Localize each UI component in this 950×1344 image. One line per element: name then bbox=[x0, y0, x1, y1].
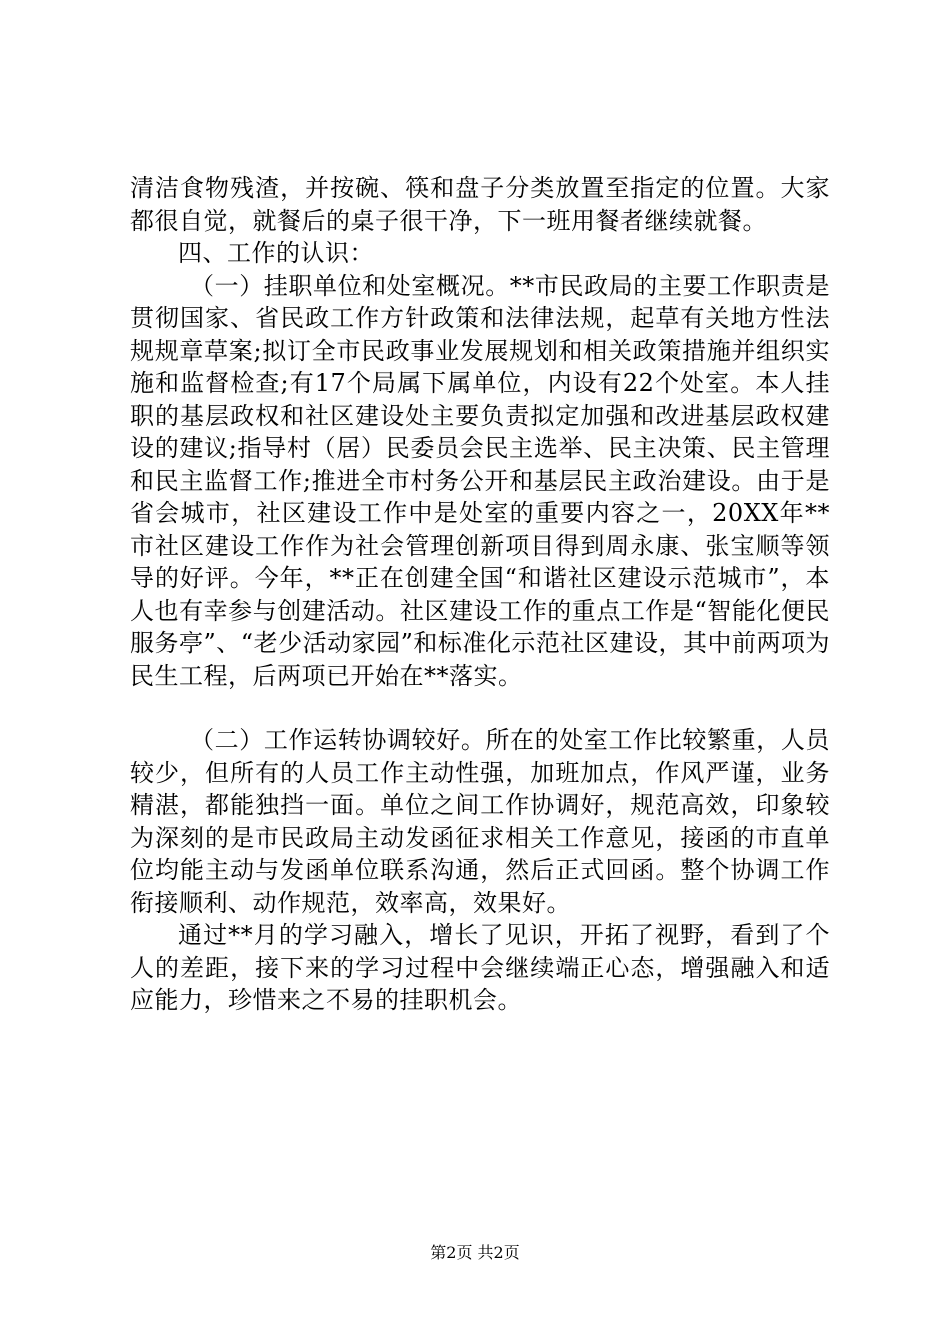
document-body bbox=[130, 172, 830, 1017]
paragraph-continuation: 清洁食物残渣，并按碗、筷和盘子分类放置至指定的位置。大家都很自觉，就餐后的桌子很干净，下一班用餐者继续就餐。 bbox=[130, 174, 830, 235]
paragraph-unit-overview: （一）挂职单位和处室概况。**市民政局的主要工作职责是贯彻国家、省民政工作方针政策和法律法规，起草有关地方性法规规章草案;拟订全市民政事业发展规划和相关政策措施并组织实施和监督检查;有17个局属下属单位，内设有22个处室。本人挂职的基层政权和社区建设处主要负责拟定加强和改进基层政权建设的建议;指导村（居）民委员会民主选举、民主决策、民主管理和民主监督工作;推进全市村务公开和基层民主政治建设。由于是省会城市，社区建设工作中是处室的重要内容之一，20XX年**市社区建设工作作为社会管理创新项目得到周永康、张宝顺等领导的好评。今年，**正在创建全国“和谐社区建设示范城市”，本人也有幸参与创建活动。社区建设工作的重点工作是“智能化便民服务亭”、“老少活动家园”和标准化示范社区建设，其中前两项为民生工程，后两项已开始在**落实。 bbox=[130, 271, 830, 690]
page-footer: 第2页 共2页 bbox=[430, 1243, 520, 1262]
paragraph-coordination: （二）工作运转协调较好。所在的处室工作比较繁重，人员较少，但所有的人员工作主动性强，加班加点，作风严谨，业务精湛，都能独挡一面。单位之间工作协调好，规范高效，印象较为深刻的是市民政局主动发函征求相关工作意见，接函的市直单位均能主动与发函单位联系沟通，然后正式回函。整个协调工作衔接顺利、动作规范，效率高，效果好。 bbox=[130, 726, 830, 917]
paragraph-gap bbox=[130, 692, 830, 724]
paragraph-conclusion: 通过**月的学习融入，增长了见识，开拓了视野，看到了个人的差距，接下来的学习过程中会继续端正心态，增强融入和适应能力，珍惜来之不易的挂职机会。 bbox=[130, 921, 830, 1014]
section-heading: 四、工作的认识： bbox=[178, 239, 374, 267]
